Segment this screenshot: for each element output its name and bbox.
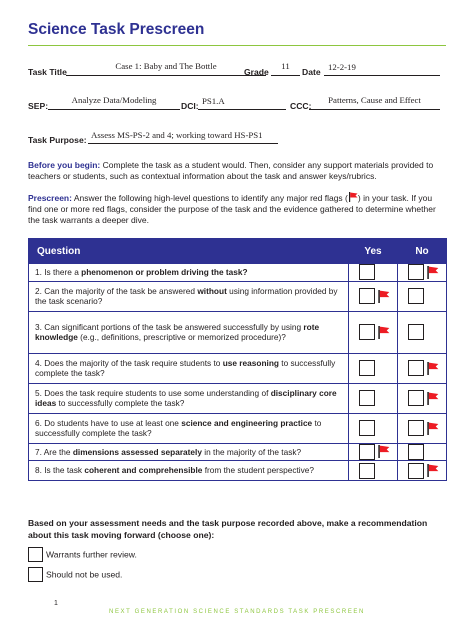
question-text <box>29 413 349 443</box>
answer-yes-cell <box>349 264 398 282</box>
question-bold: coherent and comprehensible <box>84 465 203 476</box>
table-header <box>29 239 447 264</box>
option-further-review[interactable] <box>28 547 137 562</box>
before-you-begin <box>28 160 448 182</box>
prescreen-text-b: ) in your task. If you find one or more red flags, consider the purpose of the task and the evidence gathered to determine whether the task warrants a deeper dive. <box>28 193 436 226</box>
answer-yes-cell <box>349 461 398 481</box>
ccc-field[interactable]: Patterns, Cause and Effect <box>309 95 440 110</box>
page-title: Science Task Prescreen <box>28 21 205 38</box>
question-bold: science and engineering practice <box>181 417 313 428</box>
question-pre: 1. Is there a <box>35 267 82 277</box>
table-row <box>29 461 447 481</box>
answer-no-checkbox[interactable] <box>408 360 424 376</box>
prescreen-text-a: Answer the following high-level questions to identify any major red flags ( <box>71 193 348 203</box>
further-review-label: Warrants further review. <box>46 549 137 560</box>
header-question: Question <box>29 239 349 264</box>
question-post: in the majority of the task? <box>201 446 302 457</box>
title-divider <box>28 45 446 46</box>
answer-no-cell <box>398 461 447 481</box>
before-text: Complete the task as a student would. Then, consider any support materials provided to teachers or students, such as contextual information about the task and answer keys/rubrics. <box>28 160 434 182</box>
task-title-field[interactable]: Case 1: Baby and The Bottle <box>66 61 266 76</box>
answer-yes-checkbox[interactable] <box>359 360 375 376</box>
header-no: No <box>398 239 447 264</box>
standards-row <box>28 96 448 110</box>
sep-field[interactable]: Analyze Data/Modeling <box>48 95 180 110</box>
answer-yes-checkbox[interactable] <box>359 324 375 340</box>
answer-no-cell <box>398 281 447 311</box>
dci-field[interactable]: PS1.A <box>198 96 286 110</box>
question-pre: 5. Does the task require students to use some understanding of <box>35 387 271 398</box>
prescreen-instructions <box>28 192 448 227</box>
purpose-label: Task Purpose: <box>28 135 87 145</box>
purpose-row <box>28 130 448 144</box>
page-number: 1 <box>54 600 58 607</box>
answer-yes-checkbox[interactable] <box>359 444 375 460</box>
question-pre: 3. Can significant portions of the task be answered successfully by using <box>35 321 304 332</box>
task-title-label: Task Title <box>28 67 67 77</box>
date-label: Date <box>302 67 321 77</box>
answer-no-checkbox[interactable] <box>408 324 424 340</box>
table-row <box>29 353 447 383</box>
question-text <box>29 383 349 413</box>
answer-no-checkbox[interactable] <box>408 463 424 479</box>
question-text <box>29 461 349 481</box>
question-text <box>29 281 349 311</box>
question-post: (e.g., definitions, prescriptive or memorized procedure)? <box>77 332 286 342</box>
prescreen-questions-table <box>28 238 447 481</box>
answer-yes-checkbox[interactable] <box>359 264 375 280</box>
question-text <box>29 264 349 282</box>
question-pre: 4. Does the majority of the task require students to <box>35 357 223 368</box>
answer-yes-cell <box>349 413 398 443</box>
not-used-label: Should not be used. <box>46 569 123 580</box>
answer-yes-checkbox[interactable] <box>359 288 375 304</box>
question-bold: use reasoning <box>222 357 279 368</box>
sep-label: SEP: <box>28 101 49 111</box>
answer-yes-cell <box>349 443 398 461</box>
question-pre: 6. Do students have to use at least one <box>35 417 182 428</box>
question-pre: 8. Is the task <box>35 465 85 476</box>
answer-yes-cell <box>349 383 398 413</box>
page-footer: NEXT GENERATION SCIENCE STANDARDS TASK PRESCREEN <box>109 609 365 615</box>
option-should-not-be-used[interactable] <box>28 567 122 582</box>
red-flag-icon <box>377 326 390 339</box>
question-bold: without <box>197 285 227 296</box>
question-text <box>29 443 349 461</box>
red-flag-icon <box>426 362 439 375</box>
answer-no-checkbox[interactable] <box>408 420 424 436</box>
table-row <box>29 264 447 282</box>
answer-no-cell <box>398 413 447 443</box>
question-text <box>29 311 349 353</box>
question-text <box>29 353 349 383</box>
red-flag-icon <box>377 445 390 458</box>
not-used-checkbox[interactable] <box>28 567 43 582</box>
answer-no-checkbox[interactable] <box>408 264 424 280</box>
answer-no-cell <box>398 443 447 461</box>
question-bold: phenomenon or problem driving the task? <box>81 267 248 277</box>
recommendation-prompt: Based on your assessment needs and the task purpose recorded above, make a recommendation about this task moving forward (choose one): <box>28 518 428 540</box>
answer-no-cell <box>398 264 447 282</box>
answer-yes-cell <box>349 311 398 353</box>
question-post: using information provided by the task scenario? <box>35 285 338 306</box>
task-info-row <box>28 62 448 76</box>
red-flag-icon <box>426 266 439 279</box>
answer-yes-cell <box>349 281 398 311</box>
answer-no-cell <box>398 311 447 353</box>
ccc-label: CCC: <box>290 101 312 111</box>
grade-label: Grade <box>244 67 269 77</box>
answer-yes-checkbox[interactable] <box>359 390 375 406</box>
answer-no-checkbox[interactable] <box>408 288 424 304</box>
answer-yes-cell <box>349 353 398 383</box>
red-flag-icon <box>426 392 439 405</box>
question-post: to successfully complete the task? <box>35 417 322 438</box>
answer-no-checkbox[interactable] <box>408 390 424 406</box>
purpose-field[interactable]: Assess MS-PS-2 and 4; working toward HS-PS1 <box>88 130 278 144</box>
question-bold: disciplinary core ideas <box>35 387 337 408</box>
further-review-checkbox[interactable] <box>28 547 43 562</box>
table-row <box>29 311 447 353</box>
header-yes: Yes <box>349 239 398 264</box>
dci-label: DCI: <box>181 101 199 111</box>
answer-no-checkbox[interactable] <box>408 444 424 460</box>
grade-field[interactable]: 11 <box>271 61 300 76</box>
table-row <box>29 281 447 311</box>
table-row <box>29 383 447 413</box>
before-lead: Before you begin: <box>28 160 101 170</box>
table-row <box>29 443 447 461</box>
question-bold: dimensions assessed separately <box>72 446 202 457</box>
red-flag-icon <box>426 422 439 435</box>
question-pre: 7. Are the <box>35 446 73 457</box>
question-post: to successfully complete the task? <box>35 357 336 378</box>
question-pre: 2. Can the majority of the task be answered <box>35 285 198 296</box>
answer-no-cell <box>398 353 447 383</box>
prescreen-lead: Prescreen: <box>28 193 72 203</box>
table-row <box>29 413 447 443</box>
answer-yes-checkbox[interactable] <box>359 463 375 479</box>
answer-yes-checkbox[interactable] <box>359 420 375 436</box>
question-post: to successfully complete the task? <box>56 398 185 408</box>
red-flag-icon <box>348 192 358 202</box>
answer-no-cell <box>398 383 447 413</box>
red-flag-icon <box>377 290 390 303</box>
red-flag-icon <box>426 464 439 477</box>
question-bold: rote knowledge <box>35 321 320 342</box>
question-post: from the student perspective? <box>202 465 314 476</box>
date-field[interactable]: 12-2-19 <box>324 62 440 76</box>
